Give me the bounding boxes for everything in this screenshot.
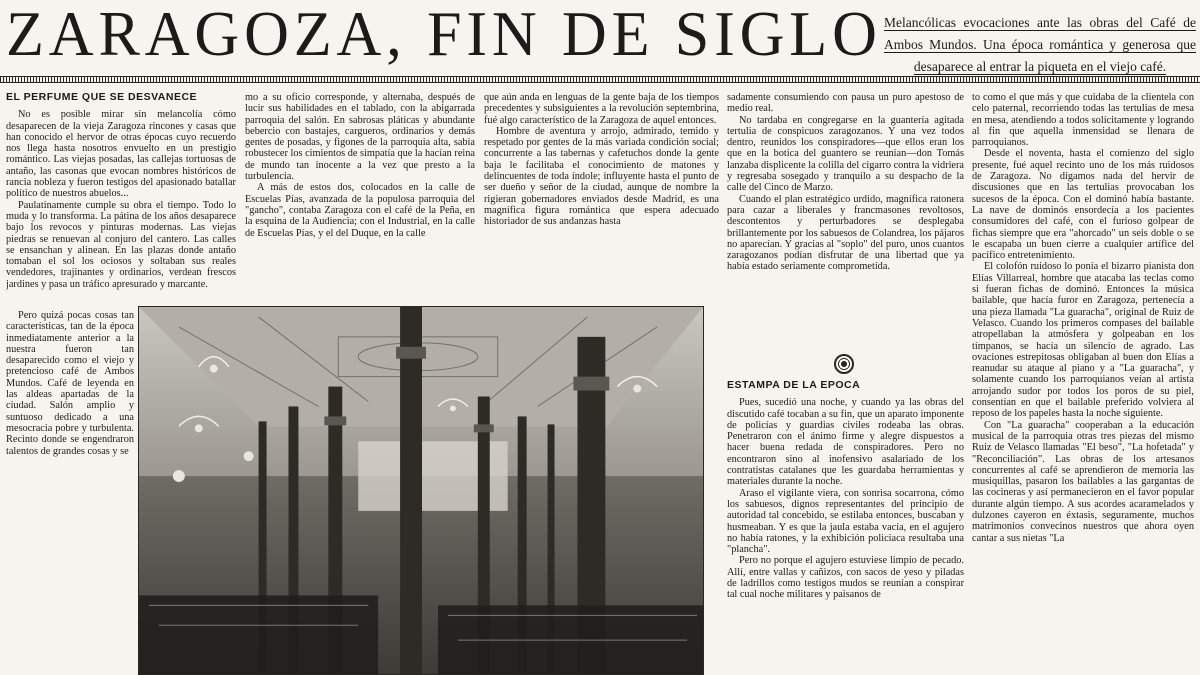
photo-illustration <box>139 307 703 674</box>
paragraph: Paulatinamente cumple su obra el tiempo. Todo lo muda y lo transforma. La pátina de los años desaparece bajo los revocos y pinturas modernas. Las viejas piedras se renuevan al conjuro del cantero. Las calles se ensanchan y alinean. En las plazas donde antaño tomaban el sol los ociosos y soltaban sus reales vendedores, trajinantes y ordinarios, verdean frescos jardines y pasa un tráfico apresurado y marcante. <box>6 199 236 290</box>
column-2 <box>245 92 475 310</box>
column-5 <box>972 92 1194 675</box>
header-rule <box>0 76 1200 83</box>
column-1-lower <box>6 310 134 675</box>
paragraph: Desde el noventa, hasta el comienzo del siglo presente, fué aquel recinto uno de los más ruidosos de Zaragoza. No digamos nada del hervir de discusiones que en las tertulias provocaban los sucesos de la época. Con el dominó había bastante. La nave de dominós ensordecía a los pacientes consumidores del café, con el furioso golpear de fichas siempre que era "ahorcado" un seis doble o se le escapaba un buen cierre a cualquier artífice del pacífico entretenimiento. <box>972 148 1194 262</box>
subtitle: Melancólicas evocaciones ante las obras del Café de Ambos Mundos. Una época romántica y generosa que desaparece al entrar la piqueta en el viejo café. <box>884 15 1196 74</box>
paragraph: No tardaba en congregarse en la guantería agitada tertulia de conspicuos zaragozanos. Y una vez todos dentro, reunidos los conspiradores—que ellos eran los que en la botica del guantero se reunían—don Tomás lanzaba displicente la colilla del cigarro contra la vidriera y regresaba sosegado y tranquilo a su despacho de la calle del Cinco de Marzo. <box>727 114 964 194</box>
column-1 <box>6 92 236 310</box>
cafe-interior-photo <box>138 306 704 675</box>
column-4-bottom <box>727 380 964 675</box>
paragraph: Araso el vigilante viera, con sonrisa socarrona, cómo los sabuesos, dignos representantes del principio de autoridad tal concebido, se estilaba entonces, buscaban y husmeaban. Y es que la jaula estaba vacía, en el agujero no había ratones, y la exhibición policiaca resultaba una "plancha". <box>727 487 964 556</box>
paragraph: A más de estos dos, colocados en la calle de Escuelas Pías, avanzada de la populosa parroquia del "gancho", contaba Zaragoza con el café de la Peña, en la esquina de la Audiencia; con el Industrial, en la calle de Escuelas Pías, y el del Duque, en la calle <box>245 182 475 239</box>
section-heading: ESTAMPA DE LA EPOCA <box>727 380 861 391</box>
paragraph: que aún anda en lenguas de la gente baja de los tiempos precedentes y subsiguientes a la revolución septembrina, fué algo característico de la Zaragoza de aquel entonces. <box>484 92 719 126</box>
paragraph: Pero quizá pocas cosas tan características, tan de la época inmediatamente anterior a la nuestra fueron tan desaparecido como el viejo y pretencioso café de Ambos Mundos. Café de leyenda en las aldeas apartadas de la ciudad. Salón amplio y suntuoso dedicado a una mesocracia pobre y turbulenta. Recinto donde se engendraron talentos de grandes cosas y se <box>6 310 134 457</box>
ornament-icon <box>834 354 854 374</box>
headline: ZARAGOZA, FIN DE SIGLO <box>6 0 882 69</box>
paragraph: Cuando el plan estratégico urdido, magnífica ratonera para cazar a liberales y francmasones revoltosos, descontentos y perturbadores se desplegaba brillantemente por los sabuesos de Colandrea, los pájaros no aparecían. Y gracias al "soplo" del puro, unos cuantos zaragozanos podían disfrutar de una libertad que ya había estado seriamente comprometida. <box>727 193 964 273</box>
column-4-top <box>727 92 964 362</box>
paragraph: Pues, sucedió una noche, y cuando ya las obras del discutido café tocaban a su fin, que un aparato imponente de policías y guardias civiles rodeaba las obras. Penetraron con el ánimo firme y alegre dispuestos a hacer buena redada de conspiradores. Pero no encontraron sino al inofensivo asalariado de los contratistas catalanes que les guardaba herramientas y materiales durante la noche. <box>727 397 964 488</box>
paragraph: to como el que más y que cuidaba de la clientela con celo paternal, recorriendo todas las tertulias de mesa en mesa, atendiendo a todos solícitamente y logrando al fin que aquella inmensidad se llenara de parroquianos. <box>972 92 1194 149</box>
paragraph: mo a su oficio corresponde, y alternaba, después de lucir sus habilidades en el tablado, con la abigarrada parroquia del salón. En sabrosas pláticas y abundante bebercio con bastajes, cargueros, ordinarios y demás gentes de posadas, y figones de la parroquia alta, sabía robustecer los cimientos de simpatía que la hacían reina de mundo tan inocente a la vez que presto a la turbulencia. <box>245 92 475 183</box>
paragraph: Pero no porque el agujero estuviese limpio de pecado. Allí, entre vallas y cañizos, con sacos de yeso y piladas de ladrillos como testigos mudos se reunían a conspirar tal cual noche militares y paisanos de <box>727 555 964 601</box>
paragraph: Con "La guaracha" cooperaban a la educación musical de la parroquia otras tres piezas del mismo Ruiz de Velasco llamadas "El beso", "La hofetada" y "Reconciliación". Las obras de los artesanos concurrentes al café se aprendieron de memoria las musiquillas, pasaron los bailables a las gargantas de las cocineras y así permanecieron en el favor popular durante algún tiempo. A sus acordes acaramelados y dulzones cayeron en éxtasis, seguramente, muchos matrimonios convecinos nuestros que ahora oyen cantar a sus nietas "La <box>972 419 1194 544</box>
paragraph: No es posible mirar sin melancolía cómo desaparecen de la vieja Zaragoza rincones y casas que han conocido el hervor de otras épocas cuyo recuerdo nos llega hasta nosotros envuelto en un prestigio romántico. Las viejas posadas, las callejas tortuosas de antaño, las casonas que evocan nombres históricos de rancia nobleza y fueron testigos del apasionado batallar político de nuestros abuelos... <box>6 109 236 200</box>
paragraph: sadamente consumiendo con pausa un puro apestoso de medio real. <box>727 92 964 115</box>
paragraph: Hombre de aventura y arrojo, admirado, temido y respetado por gentes de la más variada condición social; concurrente a las tabernas y cafetuchos donde la gente baja le facilitaba el conocimiento de matones y delincuentes de toda índole; influyente hasta el punto de ser dueño y señor de la ciudad, aunque de nombre la rigieran gobernadores enviados desde Madrid, es una magnífica figura romántica que espera adecuado historiador de sus andanzas hasta <box>484 125 719 228</box>
section-heading: EL PERFUME QUE SE DESVANECE <box>6 92 198 103</box>
paragraph: El colofón ruidoso lo ponía el bizarro pianista don Elías Villarreal, hombre que atacaba las teclas como si fueran fichas de dominó. Entonces la música bailable, que hacía furor en Zaragoza, pertenecía a una pieza llamada "La guaracha", original de Ruiz de Velasco. Cuando los primeros compases del bailable atropellaban la atmósfera y golpeaban en los tímpanos, se hacía un silencio de agrado. Las ovaciones estrepitosas obligaban al buen don Elías a reanudar su ataque al piano y a "La guaracha", y solamente cuando los parroquianos veían al artista arrojando sudor por todos los poros de su piel, consentían en que el bailable preferido volviera al reposo de los papeles hasta la noche siguiente. <box>972 261 1194 420</box>
column-3 <box>484 92 719 310</box>
